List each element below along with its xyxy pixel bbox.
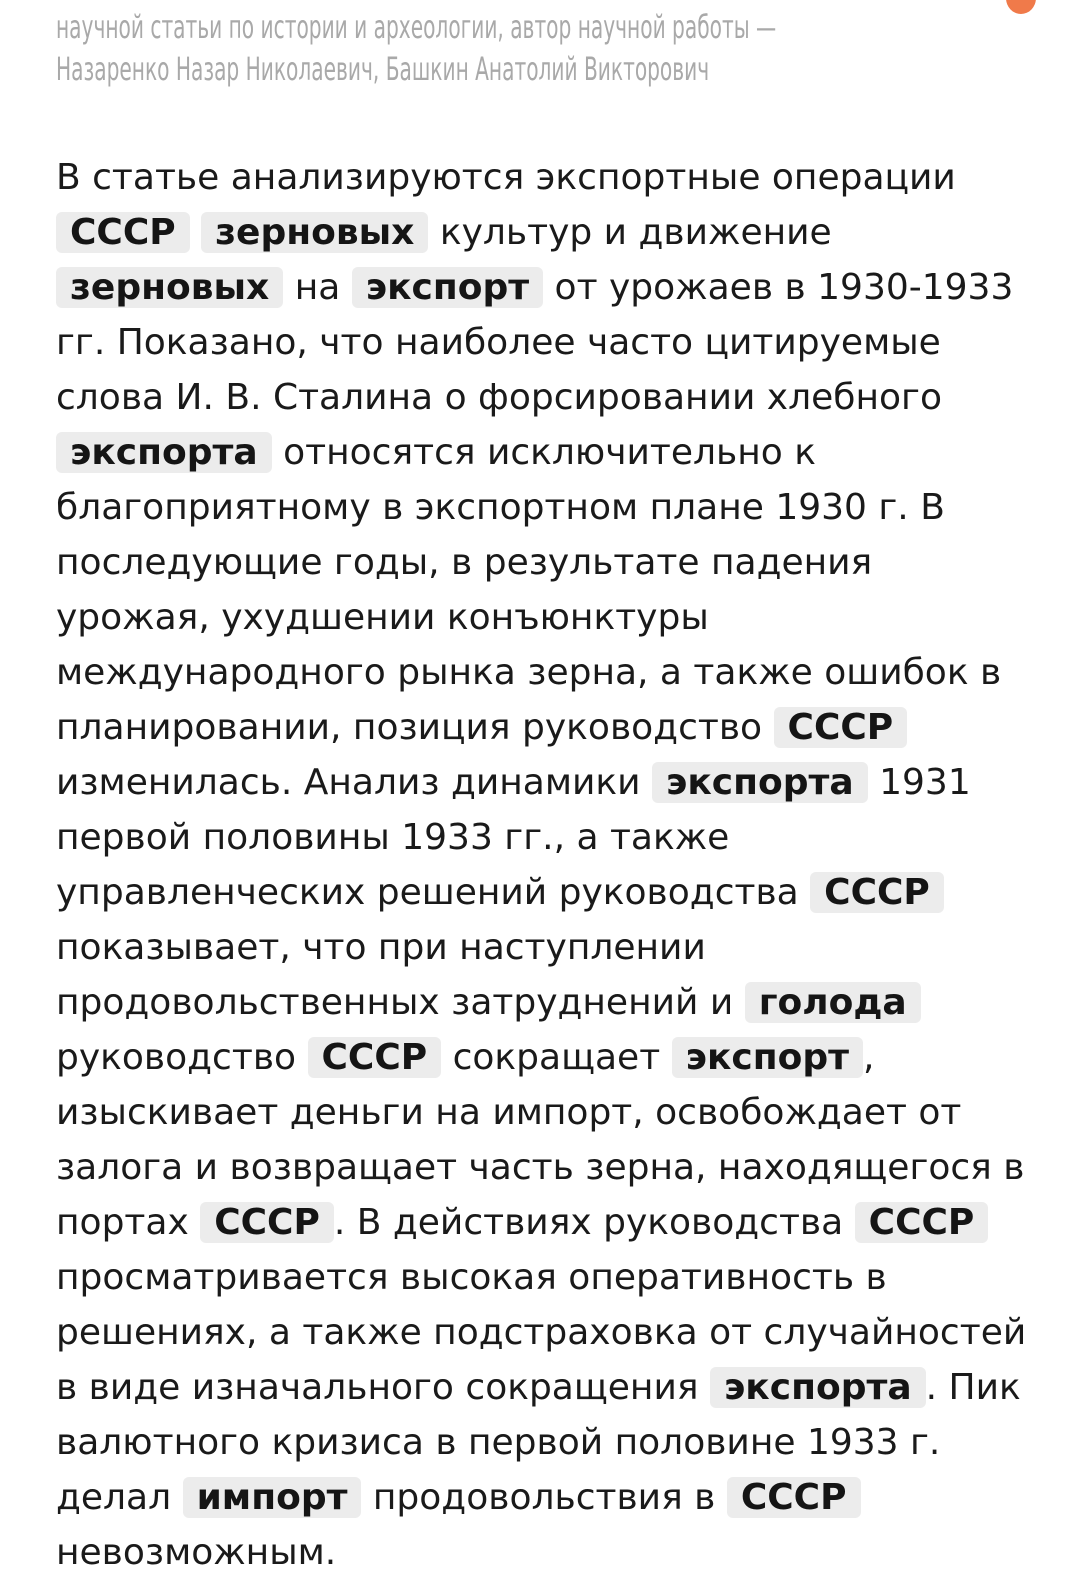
abstract-text-segment: культур и движение — [428, 212, 832, 253]
abstract-text-segment: показывает, что при наступлении продовольственных затруднений и — [56, 927, 745, 1023]
abstract-text-segment: просматривается высокая оперативность в решениях, а также подстраховка от случайностей в виде изначального сокращения — [56, 1257, 1027, 1408]
keyword-tag[interactable]: экспорт — [352, 267, 543, 308]
abstract-text-segment: изменилась. Анализ динамики — [56, 762, 652, 803]
abstract-text-segment: В статье анализируются экспортные операции — [56, 157, 956, 198]
keyword-tag[interactable]: СССР — [855, 1202, 989, 1243]
keyword-tag[interactable]: СССР — [56, 212, 190, 253]
keyword-tag[interactable]: СССР — [810, 872, 944, 913]
abstract-text-segment: от урожаев в 1930-1933 гг. Показано, что наиболее часто цитируемые слова И. В. Сталина о форсировании хлебного — [56, 267, 1014, 418]
keyword-tag[interactable]: экспорта — [56, 432, 272, 473]
meta-line-1: научной статьи по истории и археологии, автор научной работы — — [56, 8, 777, 46]
abstract-text-segment: , изыскивает деньги на импорт, освобождает от залога и возвращает часть зерна, находящегося в портах — [56, 1037, 1025, 1243]
keyword-tag[interactable]: СССР — [200, 1202, 334, 1243]
abstract-text-segment: сокращает — [441, 1037, 672, 1078]
accent-dot — [1006, 0, 1036, 14]
keyword-tag[interactable]: СССР — [308, 1037, 442, 1078]
keyword-tag[interactable]: зерновых — [201, 212, 428, 253]
abstract-text-segment: . В действиях руководства — [333, 1202, 855, 1243]
abstract-text-segment: невозможным. — [56, 1532, 337, 1573]
keyword-tag[interactable]: экспорта — [652, 762, 868, 803]
keyword-tag[interactable]: СССР — [727, 1477, 861, 1518]
article-meta — [56, 6, 966, 90]
abstract-text-segment: на — [283, 267, 352, 308]
keyword-tag[interactable]: импорт — [183, 1477, 362, 1518]
abstract-text-segment: руководство — [56, 1037, 308, 1078]
keyword-tag[interactable]: голода — [745, 982, 921, 1023]
keyword-tag[interactable]: СССР — [774, 707, 908, 748]
meta-line-2: Назаренко Назар Николаевич, Башкин Анатолий Викторович — [56, 50, 710, 88]
keyword-tag[interactable]: экспорта — [710, 1367, 926, 1408]
abstract-text-segment: относятся исключительно к благоприятному в экспортном плане 1930 г. В последующие годы, в результате падения урожая, ухудшении конъюнктуры международного рынка зерна, а также ошибок в планировании, позиция руководство — [56, 432, 1002, 748]
abstract — [56, 150, 1028, 1580]
abstract-text-segment: 1931 первой половины 1933 гг., а также управленческих решений руководства — [56, 762, 971, 913]
abstract-text-segment: . Пик валютного кризиса в первой половине 1933 г. делал — [56, 1367, 1021, 1518]
keyword-tag[interactable]: экспорт — [672, 1037, 863, 1078]
abstract-text-segment: продовольствия в — [361, 1477, 727, 1518]
abstract-text-segment — [190, 212, 201, 253]
keyword-tag[interactable]: зерновых — [56, 267, 283, 308]
abstract-paragraph — [56, 150, 1028, 1580]
